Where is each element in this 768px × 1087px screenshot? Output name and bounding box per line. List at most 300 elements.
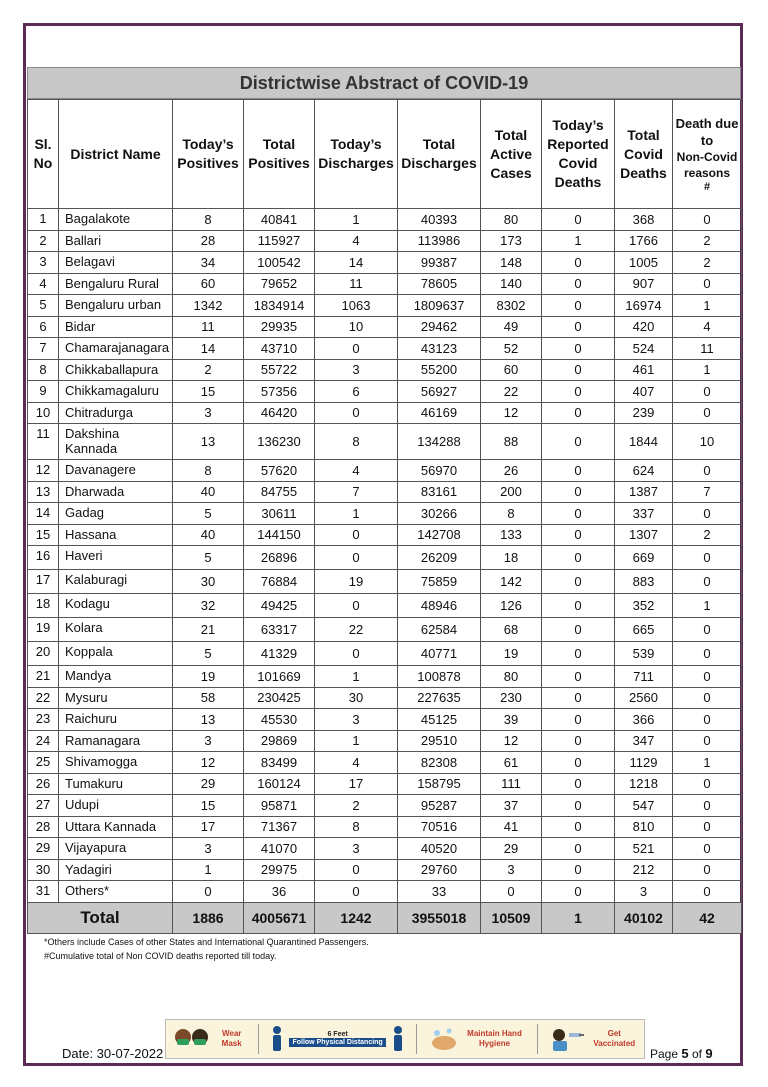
cell-total-discharges: 158795 xyxy=(398,773,481,795)
table-row xyxy=(28,618,742,642)
cell-sl: 10 xyxy=(28,402,59,424)
table-row xyxy=(28,273,742,295)
cell-noncovid-deaths: 0 xyxy=(673,687,742,709)
cell-active-cases: 29 xyxy=(481,838,542,860)
table-row xyxy=(28,709,742,731)
cell-today-positives: 2 xyxy=(173,359,244,381)
cell-total-positives: 30611 xyxy=(244,503,315,525)
report-date: Date: 30-07-2022 xyxy=(62,1046,164,1061)
cell-noncovid-deaths: 0 xyxy=(673,503,742,525)
cell-today-discharges: 0 xyxy=(315,881,398,903)
cell-sl: 1 xyxy=(28,209,59,231)
table-row xyxy=(28,338,742,360)
cell-today-discharges: 2 xyxy=(315,795,398,817)
cell-total-deaths: 669 xyxy=(615,546,673,570)
table-row xyxy=(28,773,742,795)
cell-sl: 3 xyxy=(28,252,59,274)
cell-noncovid-deaths: 0 xyxy=(673,570,742,594)
cell-total-deaths: 810 xyxy=(615,816,673,838)
cell-active-cases: 12 xyxy=(481,730,542,752)
cell-total-positives: 100542 xyxy=(244,252,315,274)
cell-active-cases: 140 xyxy=(481,273,542,295)
cell-total-positives: 95871 xyxy=(244,795,315,817)
table-row xyxy=(28,752,742,774)
cell-sl: 25 xyxy=(28,752,59,774)
cell-total-discharges: 134288 xyxy=(398,424,481,460)
cell-sl: 4 xyxy=(28,273,59,295)
cell-district-name: Yadagiri xyxy=(59,859,173,881)
cell-district-name: Shivamogga xyxy=(59,752,173,774)
table-row xyxy=(28,209,742,231)
cell-active-cases: 26 xyxy=(481,460,542,482)
cell-noncovid-deaths: 0 xyxy=(673,642,742,666)
cell-noncovid-deaths: 10 xyxy=(673,424,742,460)
cell-today-positives: 17 xyxy=(173,816,244,838)
cell-today-discharges: 3 xyxy=(315,359,398,381)
cell-district-name: Ramanagara xyxy=(59,730,173,752)
cell-sl: 11 xyxy=(28,424,59,460)
table-row xyxy=(28,687,742,709)
header-today-positives: Today’s Positives xyxy=(173,100,244,209)
cell-noncovid-deaths: 0 xyxy=(673,816,742,838)
cell-total-discharges: 45125 xyxy=(398,709,481,731)
cell-sl: 26 xyxy=(28,773,59,795)
cell-sl: 30 xyxy=(28,859,59,881)
cell-total-positives: 36 xyxy=(244,881,315,903)
cell-total-deaths: 883 xyxy=(615,570,673,594)
cell-total-positives: 29869 xyxy=(244,730,315,752)
cell-today-discharges: 1063 xyxy=(315,295,398,317)
table-row xyxy=(28,642,742,666)
cell-today-positives: 5 xyxy=(173,546,244,570)
header-noncovid-mark: # xyxy=(703,180,711,193)
cell-sl: 29 xyxy=(28,838,59,860)
cell-today-positives: 13 xyxy=(173,709,244,731)
cell-total-deaths: 1766 xyxy=(615,230,673,252)
cell-total-positives: 144150 xyxy=(244,524,315,546)
cell-reported-deaths: 0 xyxy=(542,209,615,231)
cell-total-deaths: 212 xyxy=(615,859,673,881)
table-row xyxy=(28,503,742,525)
cell-total-deaths: 624 xyxy=(615,460,673,482)
cell-active-cases: 142 xyxy=(481,570,542,594)
cell-today-discharges: 3 xyxy=(315,838,398,860)
cell-noncovid-deaths: 2 xyxy=(673,524,742,546)
cell-reported-deaths: 0 xyxy=(542,359,615,381)
table-row xyxy=(28,838,742,860)
header-noncovid-line2: Non-Covid reasons xyxy=(676,149,738,180)
cell-district-name: Dharwada xyxy=(59,481,173,503)
table-row xyxy=(28,524,742,546)
cell-total-deaths: 1005 xyxy=(615,252,673,274)
distance-feet: 6 Feet xyxy=(327,1031,348,1038)
cell-active-cases: 18 xyxy=(481,546,542,570)
cell-today-discharges: 19 xyxy=(315,570,398,594)
page-current: 5 xyxy=(681,1046,689,1061)
total-cd: 40102 xyxy=(615,902,673,933)
cell-active-cases: 68 xyxy=(481,618,542,642)
cell-total-deaths: 16974 xyxy=(615,295,673,317)
cell-total-discharges: 29510 xyxy=(398,730,481,752)
cell-noncovid-deaths: 11 xyxy=(673,338,742,360)
cell-reported-deaths: 0 xyxy=(542,316,615,338)
cell-active-cases: 88 xyxy=(481,424,542,460)
cell-today-positives: 58 xyxy=(173,687,244,709)
cell-district-name: Others* xyxy=(59,881,173,903)
table-row xyxy=(28,594,742,618)
cell-sl: 13 xyxy=(28,481,59,503)
cell-today-positives: 60 xyxy=(173,273,244,295)
cell-noncovid-deaths: 7 xyxy=(673,481,742,503)
cell-total-discharges: 70516 xyxy=(398,816,481,838)
cell-total-discharges: 33 xyxy=(398,881,481,903)
person-icon xyxy=(391,1025,405,1053)
banner-vaccine xyxy=(549,1025,638,1053)
cell-total-deaths: 711 xyxy=(615,666,673,688)
cell-district-name: Bagalakote xyxy=(59,209,173,231)
cell-today-positives: 19 xyxy=(173,666,244,688)
cell-today-discharges: 0 xyxy=(315,859,398,881)
cell-sl: 6 xyxy=(28,316,59,338)
header-sl: Sl. No xyxy=(28,100,59,209)
cell-total-discharges: 113986 xyxy=(398,230,481,252)
cell-total-deaths: 407 xyxy=(615,381,673,403)
cell-district-name: Hassana xyxy=(59,524,173,546)
cell-sl: 23 xyxy=(28,709,59,731)
cell-today-positives: 1 xyxy=(173,859,244,881)
header-today-discharges: Today’s Discharges xyxy=(315,100,398,209)
cell-today-discharges: 4 xyxy=(315,460,398,482)
cell-total-positives: 1834914 xyxy=(244,295,315,317)
cell-noncovid-deaths: 0 xyxy=(673,546,742,570)
cell-total-positives: 160124 xyxy=(244,773,315,795)
mask-icon xyxy=(172,1025,212,1053)
cell-active-cases: 173 xyxy=(481,230,542,252)
header-row xyxy=(28,100,742,209)
cell-noncovid-deaths: 1 xyxy=(673,594,742,618)
page-of: of xyxy=(691,1047,702,1061)
table-row xyxy=(28,881,742,903)
cell-reported-deaths: 0 xyxy=(542,295,615,317)
table-body xyxy=(28,209,742,934)
cell-noncovid-deaths: 0 xyxy=(673,618,742,642)
cell-district-name: Davanagere xyxy=(59,460,173,482)
cell-noncovid-deaths: 1 xyxy=(673,359,742,381)
cell-district-name: Chitradurga xyxy=(59,402,173,424)
cell-total-deaths: 352 xyxy=(615,594,673,618)
cell-reported-deaths: 0 xyxy=(542,687,615,709)
cell-total-discharges: 48946 xyxy=(398,594,481,618)
cell-today-positives: 8 xyxy=(173,460,244,482)
cell-total-positives: 101669 xyxy=(244,666,315,688)
cell-today-positives: 15 xyxy=(173,795,244,817)
cell-reported-deaths: 0 xyxy=(542,773,615,795)
banner-divider xyxy=(258,1024,259,1054)
total-td: 1242 xyxy=(315,902,398,933)
cell-today-discharges: 1 xyxy=(315,730,398,752)
cell-total-discharges: 78605 xyxy=(398,273,481,295)
cell-noncovid-deaths: 2 xyxy=(673,252,742,274)
cell-today-positives: 21 xyxy=(173,618,244,642)
cell-today-positives: 0 xyxy=(173,881,244,903)
cell-total-positives: 55722 xyxy=(244,359,315,381)
cell-district-name: Kolara xyxy=(59,618,173,642)
cell-total-positives: 49425 xyxy=(244,594,315,618)
cell-reported-deaths: 0 xyxy=(542,838,615,860)
cell-today-discharges: 0 xyxy=(315,524,398,546)
cell-today-positives: 14 xyxy=(173,338,244,360)
cell-total-discharges: 83161 xyxy=(398,481,481,503)
cell-sl: 20 xyxy=(28,642,59,666)
banner-divider xyxy=(537,1024,538,1054)
cell-total-discharges: 40771 xyxy=(398,642,481,666)
cell-noncovid-deaths: 0 xyxy=(673,795,742,817)
cell-today-positives: 30 xyxy=(173,570,244,594)
cell-reported-deaths: 0 xyxy=(542,546,615,570)
cell-today-positives: 29 xyxy=(173,773,244,795)
cell-total-discharges: 30266 xyxy=(398,503,481,525)
cell-today-discharges: 6 xyxy=(315,381,398,403)
cell-total-positives: 136230 xyxy=(244,424,315,460)
cell-total-discharges: 100878 xyxy=(398,666,481,688)
cell-noncovid-deaths: 0 xyxy=(673,209,742,231)
cell-total-deaths: 547 xyxy=(615,795,673,817)
cell-active-cases: 3 xyxy=(481,859,542,881)
cell-total-discharges: 95287 xyxy=(398,795,481,817)
cell-noncovid-deaths: 4 xyxy=(673,316,742,338)
table-row xyxy=(28,859,742,881)
cell-active-cases: 37 xyxy=(481,795,542,817)
cell-today-positives: 8 xyxy=(173,209,244,231)
cell-total-discharges: 56927 xyxy=(398,381,481,403)
cell-today-positives: 12 xyxy=(173,752,244,774)
cell-today-positives: 40 xyxy=(173,481,244,503)
cell-total-discharges: 142708 xyxy=(398,524,481,546)
table-row xyxy=(28,460,742,482)
cell-noncovid-deaths: 0 xyxy=(673,709,742,731)
cell-total-discharges: 46169 xyxy=(398,402,481,424)
cell-noncovid-deaths: 0 xyxy=(673,381,742,403)
cell-today-discharges: 8 xyxy=(315,424,398,460)
cell-district-name: Vijayapura xyxy=(59,838,173,860)
cell-total-deaths: 539 xyxy=(615,642,673,666)
cell-total-positives: 115927 xyxy=(244,230,315,252)
cell-total-positives: 41329 xyxy=(244,642,315,666)
cell-today-discharges: 0 xyxy=(315,338,398,360)
cell-total-deaths: 665 xyxy=(615,618,673,642)
table-row xyxy=(28,816,742,838)
cell-reported-deaths: 0 xyxy=(542,252,615,274)
header-district: District Name xyxy=(59,100,173,209)
cell-active-cases: 49 xyxy=(481,316,542,338)
total-act: 10509 xyxy=(481,902,542,933)
cell-total-positives: 26896 xyxy=(244,546,315,570)
page-total: 9 xyxy=(705,1046,713,1061)
cell-active-cases: 148 xyxy=(481,252,542,274)
cell-sl: 27 xyxy=(28,795,59,817)
cell-total-positives: 57356 xyxy=(244,381,315,403)
cell-total-discharges: 55200 xyxy=(398,359,481,381)
vaccine-icon xyxy=(549,1025,585,1053)
cell-sl: 14 xyxy=(28,503,59,525)
cell-total-deaths: 337 xyxy=(615,503,673,525)
cell-today-discharges: 14 xyxy=(315,252,398,274)
cell-sl: 7 xyxy=(28,338,59,360)
cell-sl: 21 xyxy=(28,666,59,688)
cell-district-name: Tumakuru xyxy=(59,773,173,795)
cell-total-positives: 79652 xyxy=(244,273,315,295)
distance-text: Follow Physical Distancing xyxy=(289,1038,385,1047)
cell-today-positives: 3 xyxy=(173,730,244,752)
cell-active-cases: 52 xyxy=(481,338,542,360)
cell-today-positives: 34 xyxy=(173,252,244,274)
cell-reported-deaths: 0 xyxy=(542,460,615,482)
cell-total-deaths: 1387 xyxy=(615,481,673,503)
page-title: Districtwise Abstract of COVID-19 xyxy=(27,67,741,99)
cell-today-discharges: 17 xyxy=(315,773,398,795)
distance-box xyxy=(289,1031,385,1047)
cell-district-name: Bengaluru urban xyxy=(59,295,173,317)
cell-total-discharges: 62584 xyxy=(398,618,481,642)
cell-total-discharges: 26209 xyxy=(398,546,481,570)
banner-hygiene-text: Maintain Hand Hygiene xyxy=(467,1029,522,1048)
cell-total-deaths: 1129 xyxy=(615,752,673,774)
cell-total-positives: 57620 xyxy=(244,460,315,482)
cell-total-deaths: 461 xyxy=(615,359,673,381)
cell-district-name: Uttara Kannada xyxy=(59,816,173,838)
cell-total-deaths: 3 xyxy=(615,881,673,903)
safety-banner xyxy=(165,1019,645,1059)
cell-today-discharges: 10 xyxy=(315,316,398,338)
cell-active-cases: 8 xyxy=(481,503,542,525)
page-number xyxy=(650,1046,713,1061)
cell-today-positives: 11 xyxy=(173,316,244,338)
cell-active-cases: 111 xyxy=(481,773,542,795)
cell-district-name: Mandya xyxy=(59,666,173,688)
cell-active-cases: 41 xyxy=(481,816,542,838)
total-row xyxy=(28,902,742,933)
cell-total-positives: 83499 xyxy=(244,752,315,774)
cell-sl: 9 xyxy=(28,381,59,403)
cell-today-positives: 40 xyxy=(173,524,244,546)
cell-reported-deaths: 0 xyxy=(542,524,615,546)
total-rd: 1 xyxy=(542,902,615,933)
cell-district-name: Kodagu xyxy=(59,594,173,618)
cell-active-cases: 80 xyxy=(481,666,542,688)
cell-total-discharges: 227635 xyxy=(398,687,481,709)
cell-noncovid-deaths: 1 xyxy=(673,752,742,774)
cell-noncovid-deaths: 1 xyxy=(673,295,742,317)
total-nc: 42 xyxy=(673,902,742,933)
cell-total-positives: 230425 xyxy=(244,687,315,709)
cell-noncovid-deaths: 2 xyxy=(673,230,742,252)
cell-total-positives: 84755 xyxy=(244,481,315,503)
header-active-cases: Total Active Cases xyxy=(481,100,542,209)
cell-today-discharges: 11 xyxy=(315,273,398,295)
banner-vaccine-text: Get Vaccinated xyxy=(593,1029,636,1048)
cell-sl: 28 xyxy=(28,816,59,838)
cell-active-cases: 12 xyxy=(481,402,542,424)
cell-active-cases: 0 xyxy=(481,881,542,903)
cell-reported-deaths: 0 xyxy=(542,570,615,594)
cell-reported-deaths: 0 xyxy=(542,273,615,295)
cell-district-name: Belagavi xyxy=(59,252,173,274)
cell-district-name: Chamarajanagara xyxy=(59,338,173,360)
cell-total-discharges: 99387 xyxy=(398,252,481,274)
cell-total-deaths: 366 xyxy=(615,709,673,731)
cell-sl: 31 xyxy=(28,881,59,903)
cell-today-positives: 3 xyxy=(173,402,244,424)
cell-sl: 17 xyxy=(28,570,59,594)
table-row xyxy=(28,295,742,317)
header-noncovid-deaths xyxy=(673,100,742,209)
cell-active-cases: 80 xyxy=(481,209,542,231)
cell-total-discharges: 29462 xyxy=(398,316,481,338)
cell-total-deaths: 420 xyxy=(615,316,673,338)
cell-active-cases: 230 xyxy=(481,687,542,709)
total-tot: 4005671 xyxy=(244,902,315,933)
cell-reported-deaths: 0 xyxy=(542,424,615,460)
page-prefix: Page xyxy=(650,1047,679,1061)
cell-active-cases: 19 xyxy=(481,642,542,666)
cell-today-positives: 3 xyxy=(173,838,244,860)
cell-active-cases: 8302 xyxy=(481,295,542,317)
cell-today-positives: 15 xyxy=(173,381,244,403)
header-total-deaths: Total Covid Deaths xyxy=(615,100,673,209)
cell-noncovid-deaths: 0 xyxy=(673,666,742,688)
total-tp: 1886 xyxy=(173,902,244,933)
cell-sl: 24 xyxy=(28,730,59,752)
cell-active-cases: 22 xyxy=(481,381,542,403)
cell-reported-deaths: 0 xyxy=(542,481,615,503)
total-label: Total xyxy=(28,902,173,933)
cell-today-positives: 1342 xyxy=(173,295,244,317)
cell-total-positives: 45530 xyxy=(244,709,315,731)
cell-total-positives: 76884 xyxy=(244,570,315,594)
header-noncovid-line1: Death due to xyxy=(675,115,739,148)
cell-total-deaths: 521 xyxy=(615,838,673,860)
cell-today-discharges: 1 xyxy=(315,209,398,231)
cell-sl: 19 xyxy=(28,618,59,642)
cell-district-name: Gadag xyxy=(59,503,173,525)
cell-total-discharges: 82308 xyxy=(398,752,481,774)
cell-total-positives: 40841 xyxy=(244,209,315,231)
cell-total-deaths: 907 xyxy=(615,273,673,295)
cell-district-name: Udupi xyxy=(59,795,173,817)
cell-today-positives: 5 xyxy=(173,642,244,666)
cell-today-discharges: 1 xyxy=(315,666,398,688)
cell-reported-deaths: 0 xyxy=(542,338,615,360)
table-row xyxy=(28,570,742,594)
cell-total-deaths: 347 xyxy=(615,730,673,752)
table-row xyxy=(28,359,742,381)
cell-total-discharges: 40393 xyxy=(398,209,481,231)
cell-today-discharges: 4 xyxy=(315,752,398,774)
cell-noncovid-deaths: 0 xyxy=(673,460,742,482)
cell-district-name: Koppala xyxy=(59,642,173,666)
person-icon xyxy=(270,1025,284,1053)
cell-reported-deaths: 0 xyxy=(542,618,615,642)
cell-reported-deaths: 0 xyxy=(542,730,615,752)
cell-reported-deaths: 1 xyxy=(542,230,615,252)
table-row xyxy=(28,402,742,424)
total-tdis: 3955018 xyxy=(398,902,481,933)
cell-total-positives: 29935 xyxy=(244,316,315,338)
banner-divider xyxy=(416,1024,417,1054)
table-row xyxy=(28,730,742,752)
header-total-positives: Total Positives xyxy=(244,100,315,209)
cell-district-name: Chikkamagaluru xyxy=(59,381,173,403)
